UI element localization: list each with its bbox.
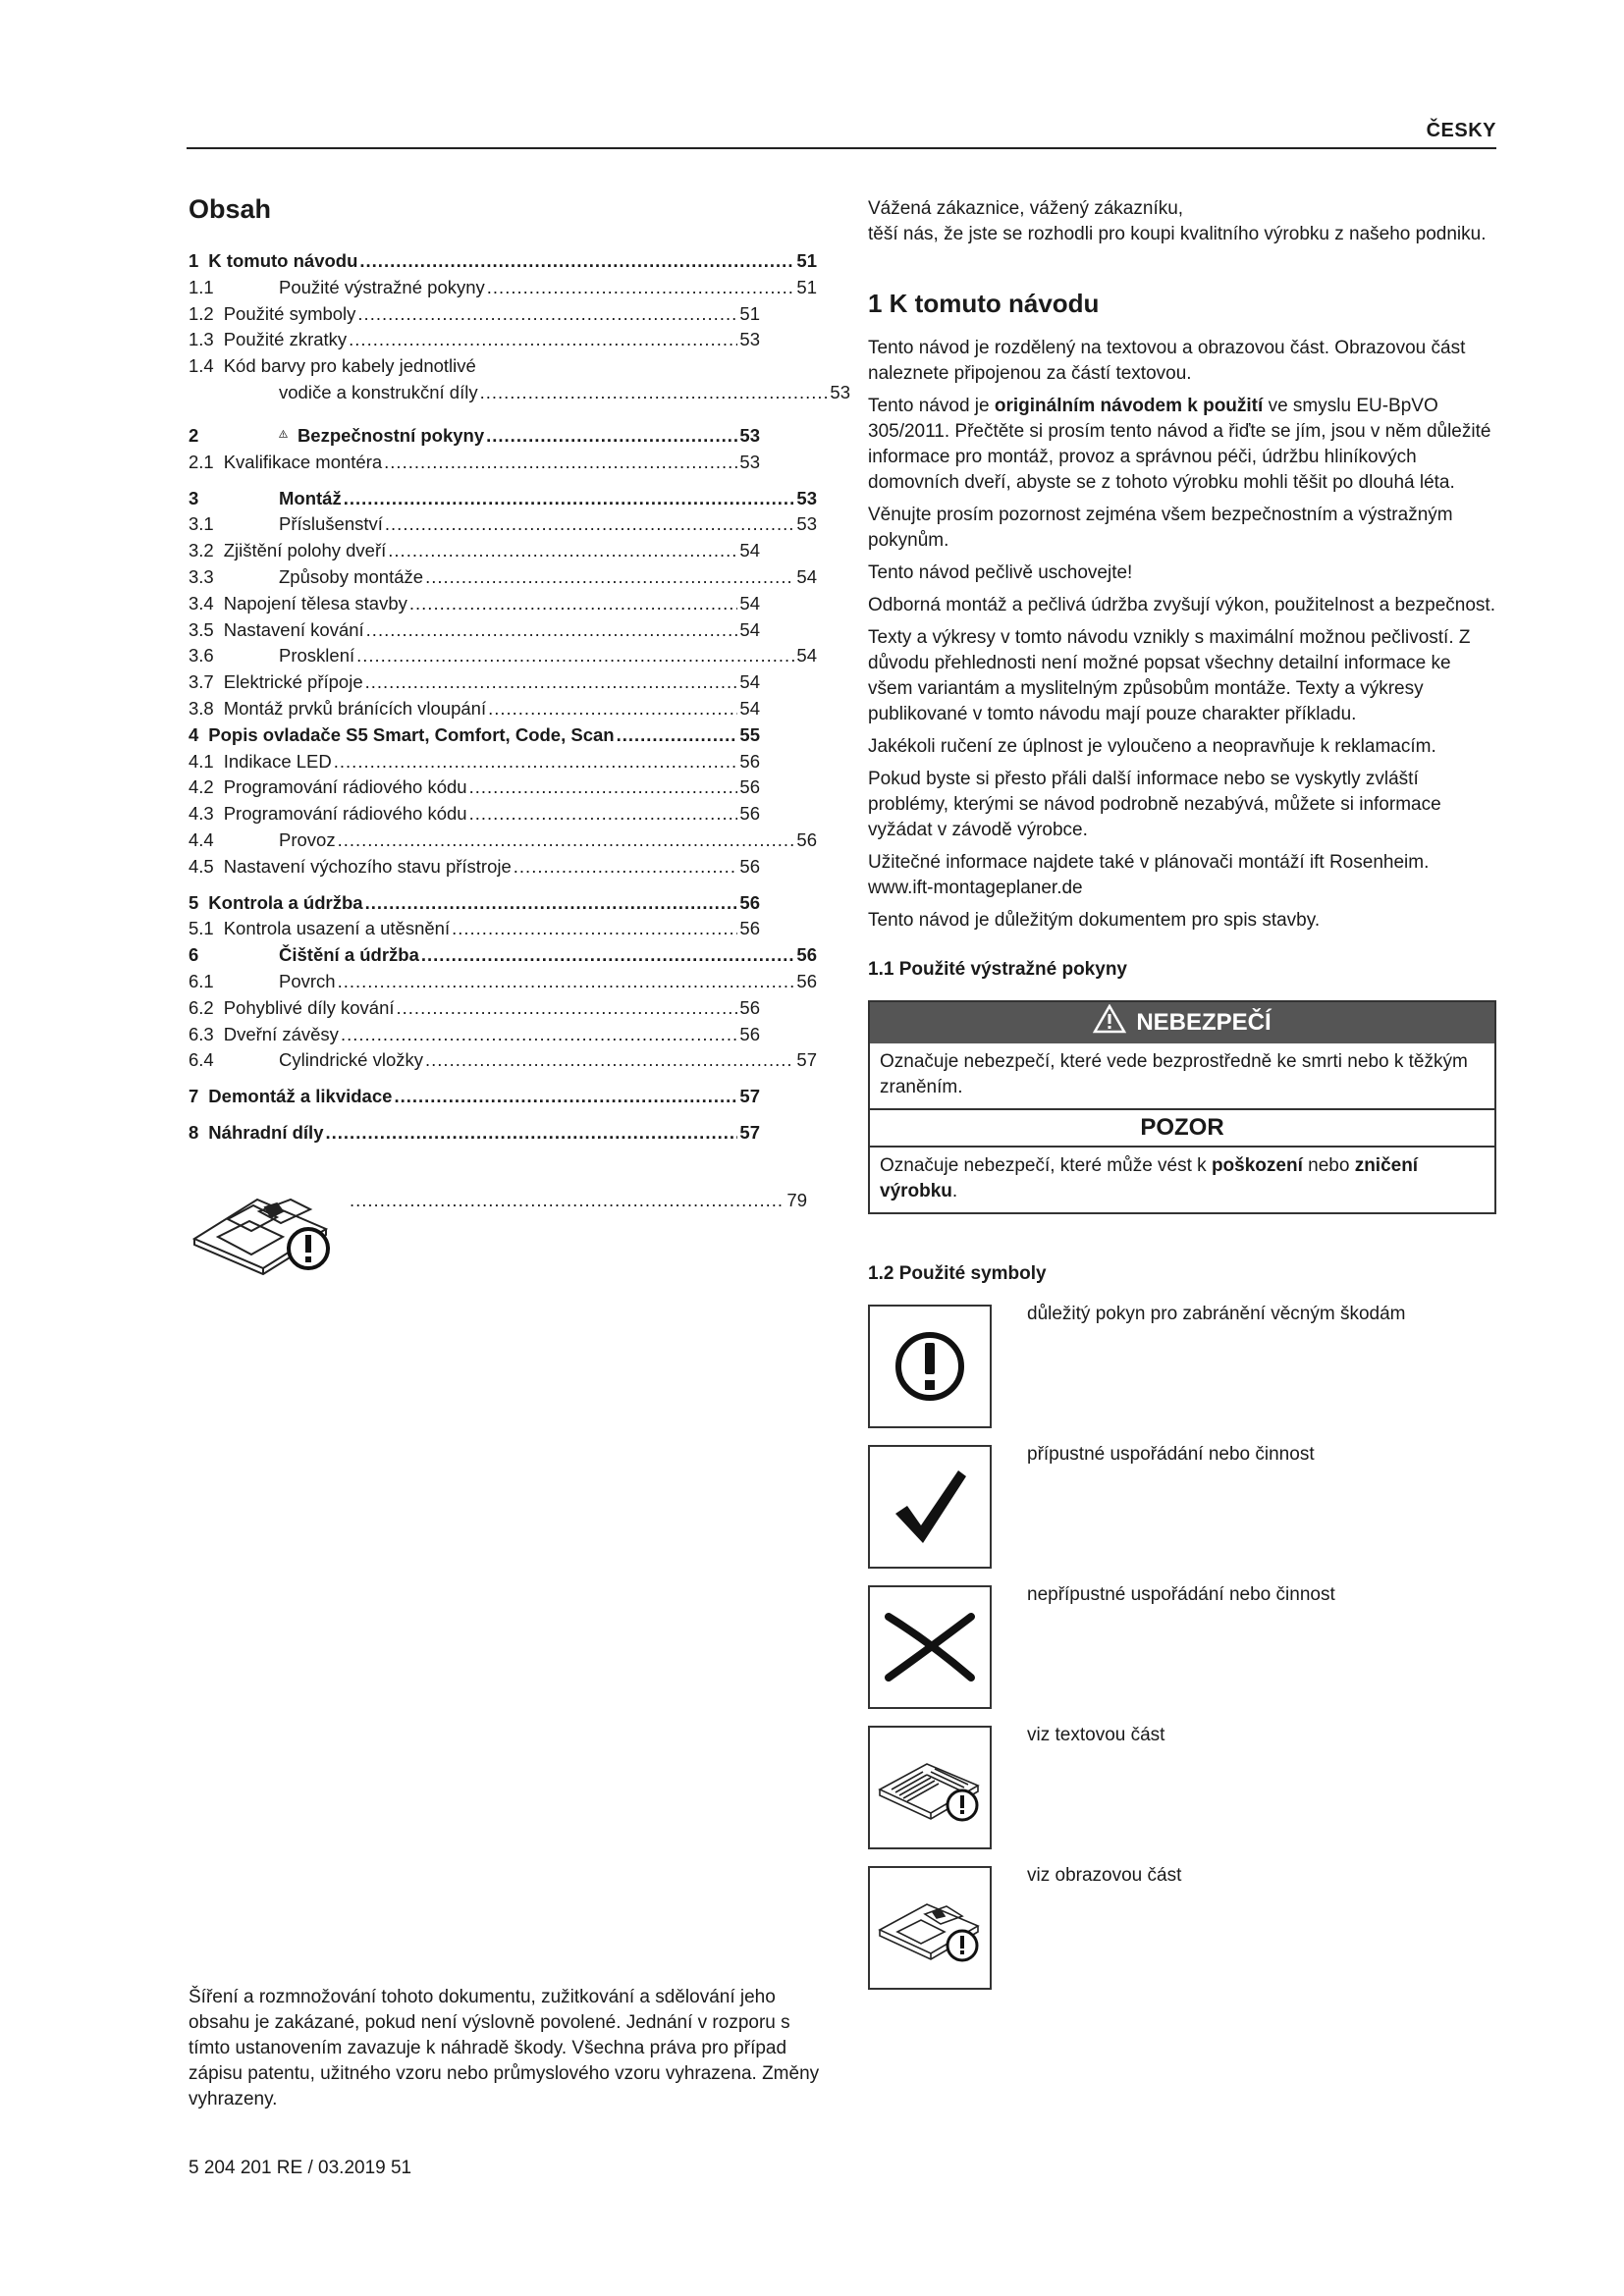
toc-entry-page: 53 xyxy=(739,424,760,446)
toc-entry-title: Zjištění polohy dveří xyxy=(223,540,387,561)
toc-entry-number: 6 xyxy=(189,944,199,966)
toc-entry-title: Dveřní závěsy xyxy=(223,1023,339,1044)
toc-leader-dots xyxy=(487,275,795,301)
toc-entry-title: Bezpečnostní pokyny xyxy=(297,424,485,446)
toc-entry xyxy=(189,643,817,669)
symbol-text: viz textovou část xyxy=(1027,1725,1165,1745)
toc-entry xyxy=(189,327,760,353)
toc-entry-title: Použité výstražné pokyny xyxy=(279,276,485,297)
toc-entry-page: 56 xyxy=(739,803,760,825)
paragraph-6: Texty a výkresy v tomto návodu vznikly s maximální možnou pečlivostí. Z důvodu přehlednosti není možné popsat všechny detailní informace ke všem variantám a myslitelným způsobům montáže. Texty a výkresy publikované v tomto návodu mají pouze charakter příkladu. xyxy=(868,627,1471,724)
toc-entry-page: 56 xyxy=(796,970,817,991)
toc-entry-number: 3.6 xyxy=(189,645,214,667)
section-1-title: 1 K tomuto návodu xyxy=(868,289,1100,318)
symbol-text: přípustné uspořádání nebo činnost xyxy=(1027,1444,1315,1465)
toc-entry-page: 53 xyxy=(739,329,760,350)
toc-entry-number: 2 xyxy=(189,424,199,446)
toc-entry-number: 1 xyxy=(189,250,199,271)
toc-entry-number: 1.1 xyxy=(189,276,214,297)
toc-entry-page: 56 xyxy=(739,918,760,939)
toc-entry-page: 51 xyxy=(739,302,760,324)
hazard-box xyxy=(868,1000,1496,1214)
toc-entry-number: 3.8 xyxy=(189,697,214,719)
toc-title: Obsah xyxy=(189,194,272,224)
toc-entry xyxy=(189,696,760,722)
toc-entry-number: 7 xyxy=(189,1086,199,1107)
toc-entry xyxy=(189,486,817,512)
toc-leader-dots xyxy=(514,854,738,881)
toc-entry-title: Kontrola usazení a utěsnění xyxy=(223,918,451,939)
toc-entry-number: 5.1 xyxy=(189,918,214,939)
toc-entry xyxy=(189,380,850,406)
symbol-box xyxy=(868,1866,992,1990)
toc-leader-dots xyxy=(409,591,738,617)
toc-leader-dots xyxy=(384,450,737,476)
warning-triangle-icon xyxy=(279,418,288,450)
toc-entry-number: 6.3 xyxy=(189,1023,214,1044)
toc-leader-dots xyxy=(385,511,795,538)
toc-entry-page: 53 xyxy=(739,451,760,472)
toc-entry-number: 6.2 xyxy=(189,996,214,1018)
toc-entry-page: 53 xyxy=(830,381,850,402)
toc-entry xyxy=(189,538,760,564)
toc-leader-dots xyxy=(425,564,794,591)
toc-entry xyxy=(189,1022,760,1048)
toc-entry-title: vodiče a konstrukční díly xyxy=(279,381,478,402)
checkmark-icon xyxy=(886,1463,974,1551)
toc-leader-dots xyxy=(356,643,794,669)
paragraph-8: Pokud byste si přesto přáli další informace nebo se vyskytly zvláští problémy, kterými se návod podrobně nezabývá, můžete si informace vyžádat v závodě výrobce. xyxy=(868,769,1441,840)
toc-entry xyxy=(189,969,817,995)
toc-entry-number: 4.3 xyxy=(189,803,214,825)
toc-entry-number: 1.4 xyxy=(189,355,214,377)
caution-label: POZOR xyxy=(870,1108,1494,1148)
toc-entry-number: 3.5 xyxy=(189,618,214,640)
toc-entry-page: 51 xyxy=(796,276,817,297)
toc-entry-number: 4.1 xyxy=(189,750,214,772)
toc-leader-dots xyxy=(365,890,738,917)
toc-leader-dots xyxy=(394,1084,737,1110)
table-of-contents xyxy=(189,194,850,1147)
toc-entry-page: 54 xyxy=(739,697,760,719)
attention-icon xyxy=(891,1327,969,1406)
paragraph-4: Tento návod pečlivě uschovejte! xyxy=(868,562,1133,583)
toc-entry-title: Pohyblivé díly kování xyxy=(223,996,395,1018)
toc-entry-title: Indikace LED xyxy=(223,750,332,772)
introduction-column xyxy=(868,196,1496,2006)
toc-entry xyxy=(189,854,760,881)
paragraph-3: Věnujte prosím pozornost zejména všem bezpečnostním a výstražným pokynům. xyxy=(868,505,1453,551)
page-footer: 5 204 201 RE / 03.2019 51 xyxy=(189,2158,412,2178)
symbol-box xyxy=(868,1445,992,1569)
toc-entry-page: 56 xyxy=(739,996,760,1018)
toc-entry-title: Použité zkratky xyxy=(223,329,348,350)
picture-part-reference xyxy=(189,1178,817,1286)
toc-entry-page: 54 xyxy=(739,592,760,614)
text-part-icon xyxy=(876,1748,984,1827)
toc-leader-dots xyxy=(421,942,795,969)
picture-part-icon xyxy=(189,1178,336,1276)
toc-entry-page: 56 xyxy=(739,750,760,772)
symbol-row xyxy=(868,1866,1496,2006)
toc-entry-page: 54 xyxy=(796,565,817,587)
toc-entry-page: 54 xyxy=(796,645,817,667)
copyright-notice: Šíření a rozmnožování tohoto dokumentu, zužitkování a sdělování jeho obsahu je zakázané, pokud není výslovně povolené. Jednání v rozporu s tímto ustanovením zavazuje k náhradě škody. Všechna práva pro případ zápisu patentu, užitného vzoru nebo průmyslového vzoru vyhrazena. Změny vyhrazeny. xyxy=(189,1987,820,2109)
toc-entry xyxy=(189,801,760,828)
toc-entry-title: Popis ovladače S5 Smart, Comfort, Code, Scan xyxy=(208,723,615,745)
toc-entry-title: Programování rádiového kódu xyxy=(223,776,467,798)
toc-leader-dots xyxy=(359,248,794,275)
toc-entry-page: 53 xyxy=(796,487,817,508)
toc-leader-dots xyxy=(486,423,737,450)
toc-entry-page: 56 xyxy=(739,891,760,913)
toc-entry xyxy=(189,450,760,476)
toc-leader-dots xyxy=(334,749,738,775)
toc-entry-title: K tomuto návodu xyxy=(208,250,358,271)
toc-entry-number: 3.2 xyxy=(189,540,214,561)
toc-entry-title: Provoz xyxy=(279,828,336,850)
symbol-box xyxy=(868,1726,992,1849)
toc-entry-title: Kvalifikace montéra xyxy=(223,451,383,472)
toc-entry-number: 4.5 xyxy=(189,855,214,877)
toc-entry-title: Kód barvy pro kabely jednotlivé xyxy=(223,355,476,377)
symbol-row xyxy=(868,1305,1496,1445)
toc-leader-dots xyxy=(425,1047,794,1074)
toc-entry-title: Cylindrické vložky xyxy=(279,1049,424,1071)
toc-entry-number: 3.7 xyxy=(189,671,214,693)
symbol-row xyxy=(868,1585,1496,1726)
picture-part-icon xyxy=(876,1889,984,1967)
toc-entry xyxy=(189,942,817,969)
toc-entry-number: 3.1 xyxy=(189,513,214,535)
toc-leader-dots xyxy=(452,916,737,942)
toc-entry-page: 56 xyxy=(739,855,760,877)
symbol-list xyxy=(868,1305,1496,2006)
danger-label: NEBEZPEČÍ xyxy=(1136,1009,1272,1036)
toc-leader-dots xyxy=(326,1120,738,1147)
picture-part-page: 79 xyxy=(786,1190,807,1210)
toc-entry-number: 3.4 xyxy=(189,592,214,614)
toc-entry-title: Kontrola a údržba xyxy=(208,891,363,913)
danger-header xyxy=(870,1002,1494,1043)
toc-entry-title: Napojení tělesa stavby xyxy=(223,592,407,614)
toc-entry xyxy=(189,353,760,380)
toc-entry xyxy=(189,1120,760,1147)
symbol-box xyxy=(868,1305,992,1428)
toc-leader-dots xyxy=(341,1022,737,1048)
toc-entry-title: Čištění a údržba xyxy=(279,944,419,966)
toc-entry-page: 56 xyxy=(739,1023,760,1044)
symbol-text: viz obrazovou část xyxy=(1027,1865,1182,1886)
paragraph-2: Tento návod je originálním návodem k použití ve smyslu EU-BpVO 305/2011. Přečtěte si prosím tento návod a řiďte se jím, jsou v něm důležité informace pro montáž, provoz a správnou péči, údržbu hliníkových domovních dveří, abyste se z tohoto výrobku mohli těšit po dlouhá léta. xyxy=(868,396,1491,493)
toc-leader-dots xyxy=(349,327,737,353)
toc-entry xyxy=(189,1084,760,1110)
toc-leader-dots xyxy=(388,538,737,564)
toc-leader-dots xyxy=(469,801,738,828)
symbol-row xyxy=(868,1726,1496,1866)
toc-entry xyxy=(189,828,817,854)
toc-entry-title: Prosklení xyxy=(279,645,355,667)
toc-leader-dots xyxy=(469,774,738,801)
toc-entry-title: Demontáž a likvidace xyxy=(208,1086,393,1107)
toc-entry-number: 1.2 xyxy=(189,302,214,324)
paragraph-1: Tento návod je rozdělený na textovou a obrazovou část. Obrazovou část naleznete připojenou za částí textovou. xyxy=(868,338,1466,384)
toc-entry xyxy=(189,617,760,644)
toc-entry-page: 57 xyxy=(739,1086,760,1107)
language-label: ČESKY xyxy=(1426,120,1496,141)
toc-entry-number: 5 xyxy=(189,891,199,913)
caution-text: Označuje nebezpečí, které může vést k poškození nebo zničení výrobku. xyxy=(880,1155,1419,1201)
toc-entry-number: 4.2 xyxy=(189,776,214,798)
toc-entry-title: Povrch xyxy=(279,970,336,991)
toc-entry-number: 3.3 xyxy=(189,565,214,587)
toc-entry-title: Montáž xyxy=(279,487,342,508)
greeting: Vážená zákaznice, vážený zákazníku, těší nás, že jste se rozhodli pro koupi kvalitního výrobku z našeho podniku. xyxy=(868,198,1487,244)
toc-entry-title: Montáž prvků bránících vloupání xyxy=(223,697,487,719)
toc-leader-dots xyxy=(338,969,795,995)
toc-entry-title: Nastavení výchozího stavu přístroje xyxy=(223,855,512,877)
toc-entry xyxy=(189,275,817,301)
toc-entry-number: 6.4 xyxy=(189,1049,214,1071)
paragraph-7: Jakékoli ručení ze úplnost je vyloučeno a neopravňuje k reklamacím. xyxy=(868,736,1436,757)
symbol-row xyxy=(868,1445,1496,1585)
toc-leader-dots xyxy=(357,301,737,328)
toc-entry-page: 54 xyxy=(739,618,760,640)
toc-entry-page: 54 xyxy=(739,540,760,561)
toc-entry-title: Způsoby montáže xyxy=(279,565,424,587)
toc-entry xyxy=(189,995,760,1022)
toc-entry xyxy=(189,1047,817,1074)
toc-entry-title: Příslušenství xyxy=(279,513,383,535)
toc-entry-number: 2.1 xyxy=(189,451,214,472)
toc-entry xyxy=(189,916,760,942)
toc-leader-dots xyxy=(338,828,795,854)
toc-entry xyxy=(189,774,760,801)
paragraph-5: Odborná montáž a pečlivá údržba zvyšují výkon, použitelnost a bezpečnost. xyxy=(868,595,1495,615)
symbol-text: nepřípustné uspořádání nebo činnost xyxy=(1027,1584,1335,1605)
toc-leader-dots xyxy=(480,380,829,406)
toc-entry-page: 53 xyxy=(796,513,817,535)
toc-entry xyxy=(189,564,817,591)
cross-icon xyxy=(881,1603,979,1691)
toc-list xyxy=(189,248,850,1147)
toc-entry-title: Použité symboly xyxy=(223,302,356,324)
toc-entry-number: 8 xyxy=(189,1121,199,1143)
toc-entry-title: Programování rádiového kódu xyxy=(223,803,467,825)
toc-entry-page: 51 xyxy=(796,250,817,271)
toc-entry-page: 55 xyxy=(739,723,760,745)
toc-entry xyxy=(189,416,760,450)
toc-entry xyxy=(189,890,760,917)
symbol-box xyxy=(868,1585,992,1709)
header-rule xyxy=(187,147,1496,149)
section-1-2-title: 1.2 Použité symboly xyxy=(868,1263,1047,1284)
danger-text: Označuje nebezpečí, které vede bezprostředně ke smrti nebo k těžkým zraněním. xyxy=(880,1051,1468,1097)
toc-entry-page: 56 xyxy=(796,944,817,966)
toc-entry xyxy=(189,669,760,696)
toc-entry-page: 56 xyxy=(796,828,817,850)
toc-entry-page: 57 xyxy=(796,1049,817,1071)
warning-triangle-icon xyxy=(1093,1004,1126,1034)
symbol-text: důležitý pokyn pro zabránění věcným škodám xyxy=(1027,1304,1406,1324)
toc-leader-dots xyxy=(344,486,795,512)
toc-entry-page: 57 xyxy=(739,1121,760,1143)
toc-leader-dots xyxy=(617,722,738,749)
toc-entry-page: 56 xyxy=(739,776,760,798)
paragraph-10: Tento návod je důležitým dokumentem pro spis stavby. xyxy=(868,910,1321,931)
toc-entry xyxy=(189,511,817,538)
toc-entry xyxy=(189,248,817,275)
toc-entry-title: Náhradní díly xyxy=(208,1121,324,1143)
toc-entry-page: 54 xyxy=(739,671,760,693)
toc-entry xyxy=(189,722,760,749)
paragraph-9: Užitečné informace najdete také v plánovači montáží ift Rosenheim. www.ift-montageplaner.de xyxy=(868,852,1430,898)
toc-leader-dots xyxy=(366,617,738,644)
toc-entry-number: 6.1 xyxy=(189,970,214,991)
toc-leader-dots xyxy=(488,696,737,722)
section-1-1-title: 1.1 Použité výstražné pokyny xyxy=(868,959,1127,980)
toc-entry-number: 4.4 xyxy=(189,828,214,850)
toc-entry-number: 4 xyxy=(189,723,199,745)
toc-entry xyxy=(189,591,760,617)
toc-entry-number: 3 xyxy=(189,487,199,508)
toc-entry xyxy=(189,301,760,328)
toc-entry-title: Nastavení kování xyxy=(223,618,364,640)
toc-entry-title: Elektrické přípoje xyxy=(223,671,363,693)
toc-entry-number: 1.3 xyxy=(189,329,214,350)
toc-leader-dots xyxy=(365,669,738,696)
toc-leader-dots xyxy=(397,995,738,1022)
toc-entry xyxy=(189,749,760,775)
picture-part-toc-line xyxy=(348,1190,807,1211)
